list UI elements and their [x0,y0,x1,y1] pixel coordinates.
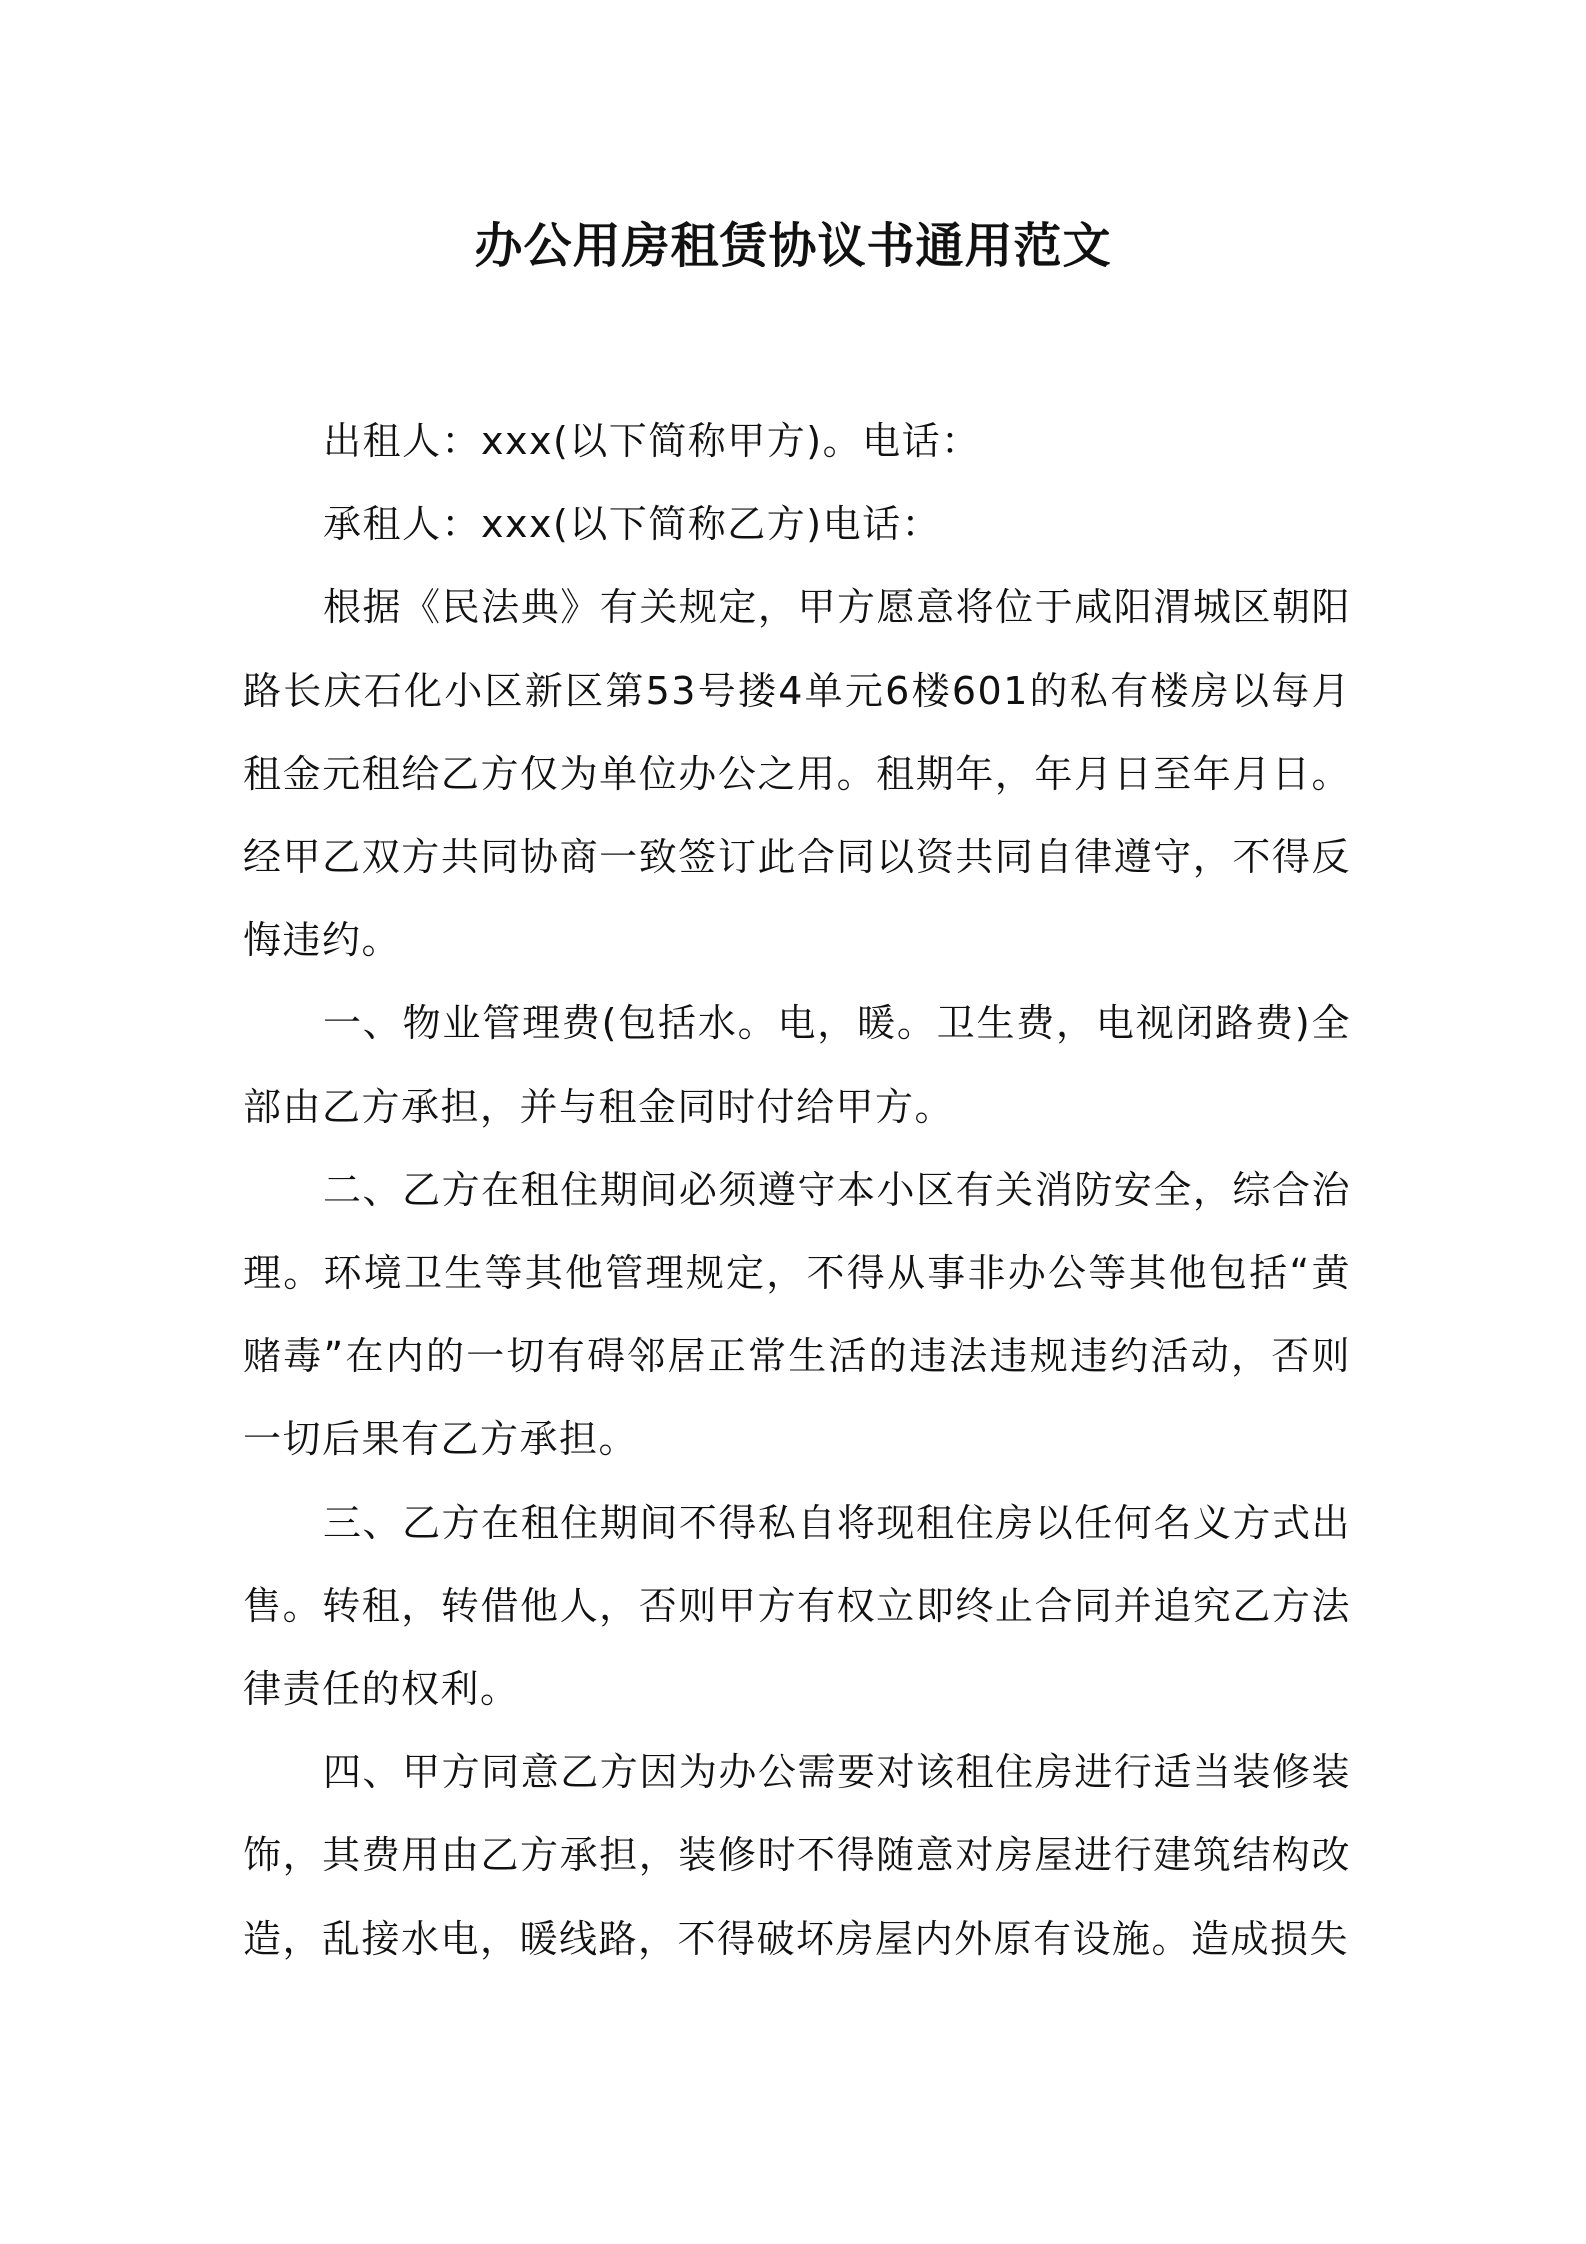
lessor-line: 出租人：xxx(以下简称甲方)。电话： [323,419,981,463]
clause-4: 四、甲方同意乙方因为办公需要对该租住房进行适当装修装饰，其费用由乙方承担，装修时不得随意对房屋进行建筑结构改造，乱接水电，暖线路，不得破坏房屋内外原有设施。造成损失 [243,1750,1351,1961]
intro-paragraph: 根据《民法典》有关规定，甲方愿意将位于咸阳渭城区朝阳路长庆石化小区新区第53号搂4单元6楼601的私有楼房以每月租金元租给乙方仅为单位办公之用。租期年，年月日至年月日。经甲乙双方共同协商一致签订此合同以资共同自律遵守，不得反悔违约。 [243,585,1351,963]
document-body [243,400,1351,1981]
clause-3: 三、乙方在租住期间不得私自将现租住房以任何名义方式出售。转租，转借他人，否则甲方有权立即终止合同并追究乙方法律责任的权利。 [243,1500,1351,1712]
document-title: 办公用房租赁协议书通用范文 [474,218,1112,274]
clause-1: 一、物业管理费(包括水。电，暖。卫生费，电视闭路费)全部由乙方承担，并与租金同时付给甲方。 [243,1001,1351,1129]
lessee-line: 承租人：xxx(以下简称乙方)电话： [323,502,942,547]
clause-2: 二、乙方在租住期间必须遵守本小区有关消防安全，综合治理。环境卫生等其他管理规定，不得从事非办公等其他包括“黄赌毒”在内的一切有碍邻居正常生活的违法违规违约活动，否则一切后果有乙方承担。 [243,1167,1351,1462]
